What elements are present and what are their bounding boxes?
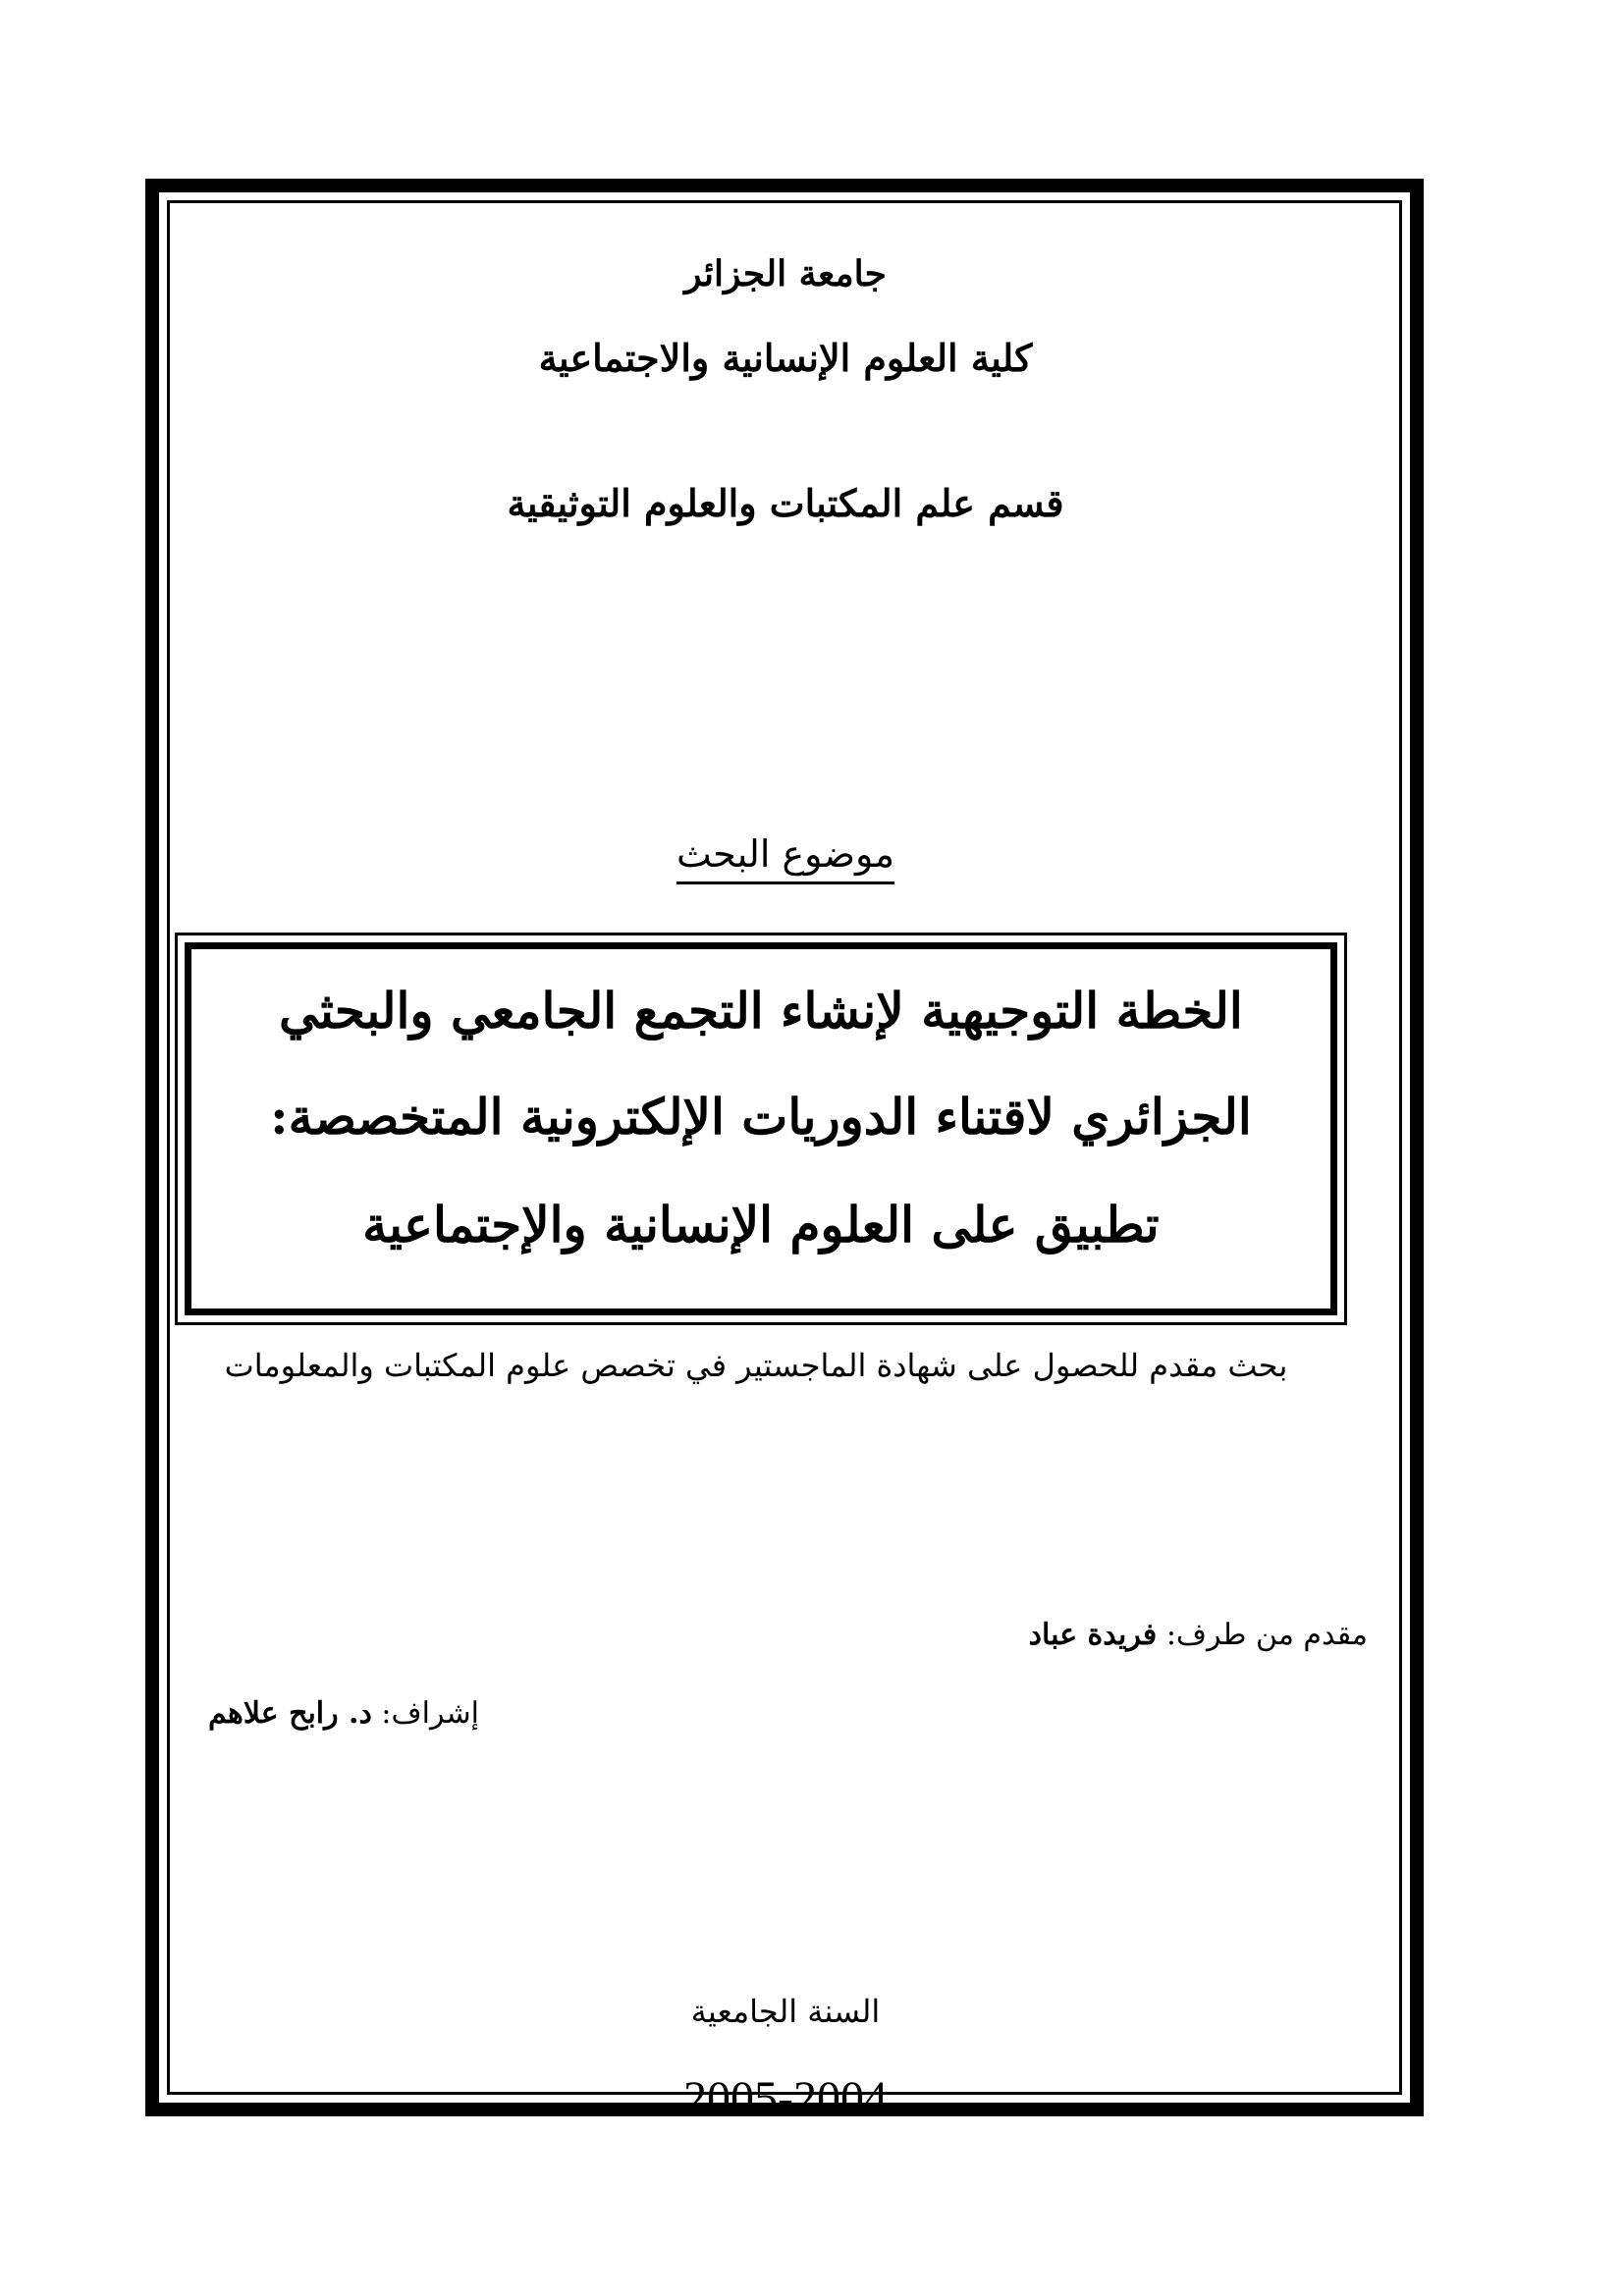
supervision [208,1696,479,1731]
academic-year-label: السنة الجامعية [690,1993,881,2030]
thesis-purpose: بحث مقدم للحصول على شهادة الماجستير في تخصص علوم المكتبات والمعلومات [224,1347,1288,1384]
thesis-title-line-3: تطبيق على العلوم الإنسانية والإجتماعية [362,1196,1160,1254]
supervision-label: إشراف: [381,1696,479,1731]
topic-label-text: موضوع البحث [676,832,894,884]
thesis-title-line-1: الخطة التوجيهية لإنشاء التجمع الجامعي والبحثي [279,982,1243,1040]
presented-by-label: مقدم من طرف: [1165,1618,1368,1652]
author-name: فريدة عباد [1028,1618,1158,1652]
academic-year-value: 2005-2004 [683,2072,888,2124]
thesis-title-line-2: الجزائري لاقتناء الدوريات الإلكترونية المتخصصة: [270,1088,1252,1146]
presented-by [1029,1618,1368,1652]
supervisor-name: د. رابح علاهم [208,1696,372,1731]
university-name: جامعة الجزائر [684,253,887,294]
faculty-name: كلية العلوم الإنسانية والاجتماعية [538,336,1033,380]
topic-label [196,832,1375,876]
department-name: قسم علم المكتبات والعلوم التوثيقية [507,481,1064,525]
